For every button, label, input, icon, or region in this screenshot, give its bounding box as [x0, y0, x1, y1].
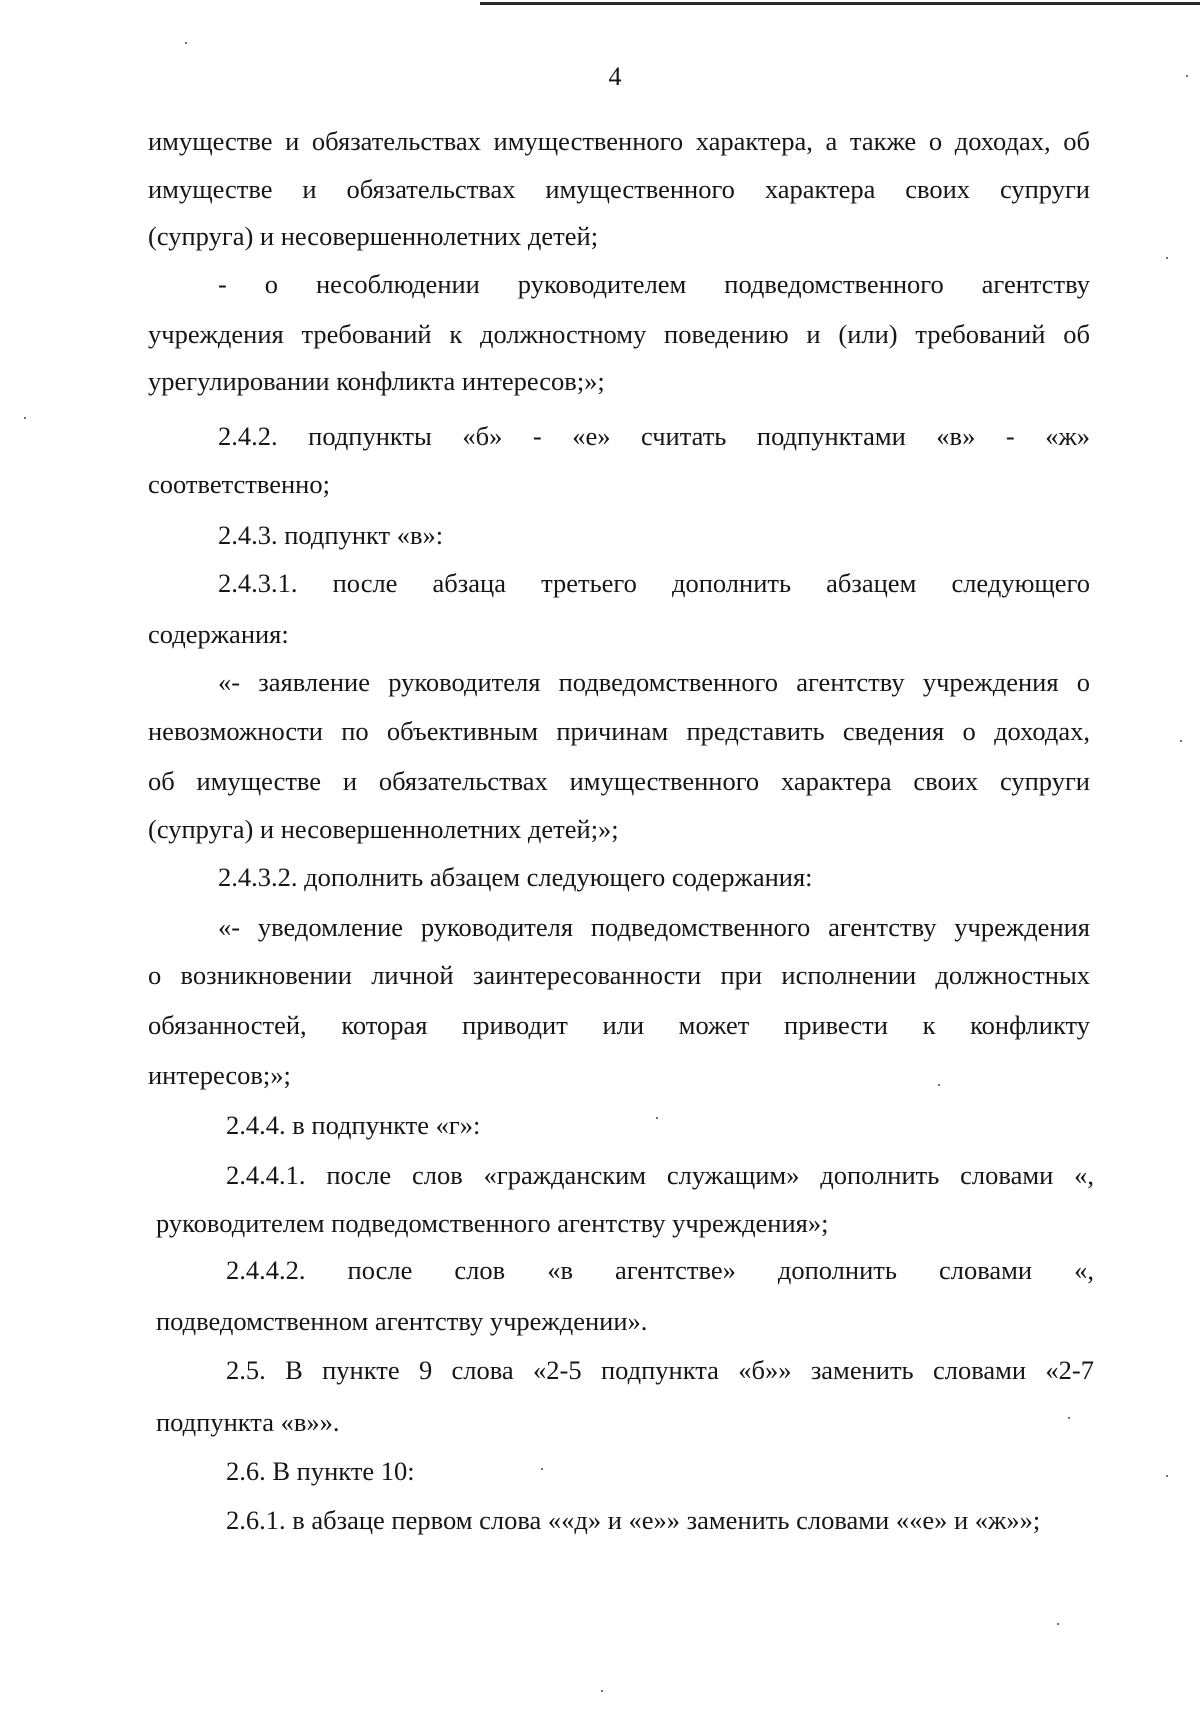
text-line: 2.4.4.2. после слов «в агентстве» дополнить словами «, — [226, 1255, 1094, 1285]
text-line: 2.4.3. подпункт «в»: — [218, 520, 444, 550]
text-line: 2.6. В пункте 10: — [226, 1456, 415, 1486]
scan-speck — [656, 1117, 658, 1119]
top-border-line — [480, 2, 1200, 5]
text-line: 2.4.4.1. после слов «гражданским служащим» дополнить словами «, — [226, 1160, 1094, 1190]
text-line: учреждения требований к должностному поведению и (или) требований об — [148, 319, 1090, 349]
text-line: 2.6.1. в абзаце первом слова ««д» и «е»» заменить словами ««е» и «ж»»; — [226, 1505, 1041, 1535]
text-line: «- заявление руководителя подведомственного агентству учреждения о — [218, 667, 1090, 697]
text-line: 2.4.3.1. после абзаца третьего дополнить абзацем следующего — [218, 568, 1090, 598]
scan-speck — [1068, 1417, 1070, 1419]
scan-speck — [1166, 257, 1168, 259]
scan-speck — [1180, 740, 1182, 742]
text-line: «- уведомление руководителя подведомственного агентству учреждения — [218, 912, 1090, 942]
scan-speck — [24, 417, 26, 419]
text-line: 2.4.3.2. дополнить абзацем следующего содержания: — [218, 862, 813, 892]
text-line: (супруга) и несовершеннолетних детей;»; — [148, 814, 619, 844]
scan-speck — [1166, 1475, 1168, 1477]
text-line: интересов;»; — [148, 1060, 291, 1090]
scan-speck — [1057, 1623, 1059, 1625]
text-line: - о несоблюдении руководителем подведомственного агентству — [218, 269, 1090, 299]
text-line: обязанностей, которая приводит или может привести к конфликту — [148, 1010, 1090, 1040]
scan-speck — [1186, 75, 1188, 77]
text-line: (супруга) и несовершеннолетних детей; — [148, 221, 599, 251]
page-number: 4 — [608, 62, 622, 91]
scan-speck — [601, 1690, 603, 1692]
text-line: подведомственном агентству учреждении». — [156, 1306, 648, 1336]
text-line: содержания: — [148, 619, 289, 649]
text-line: имуществе и обязательствах имущественного характера своих супруги — [148, 174, 1090, 204]
scan-speck — [938, 1084, 940, 1086]
text-line: об имуществе и обязательствах имущественного характера своих супруги — [148, 766, 1090, 796]
text-line: урегулировании конфликта интересов;»; — [148, 366, 605, 396]
text-line: подпункта «в»». — [156, 1407, 340, 1437]
text-line: имуществе и обязательствах имущественного характера, а также о доходах, об — [148, 126, 1090, 156]
text-line: 2.4.2. подпункты «б» - «е» считать подпунктами «в» - «ж» — [218, 421, 1090, 451]
text-line: невозможности по объективным причинам представить сведения о доходах, — [148, 716, 1090, 746]
text-line: соответственно; — [148, 469, 330, 499]
text-line: 2.4.4. в подпункте «г»: — [226, 1110, 481, 1140]
text-line: о возникновении личной заинтересованности при исполнении должностных — [148, 960, 1090, 990]
scan-speck — [185, 42, 187, 44]
scan-speck — [541, 1468, 543, 1470]
text-line: 2.5. В пункте 9 слова «2-5 подпункта «б»» заменить словами «2-7 — [226, 1355, 1094, 1385]
text-line: руководителем подведомственного агентству учреждения»; — [156, 1208, 829, 1238]
